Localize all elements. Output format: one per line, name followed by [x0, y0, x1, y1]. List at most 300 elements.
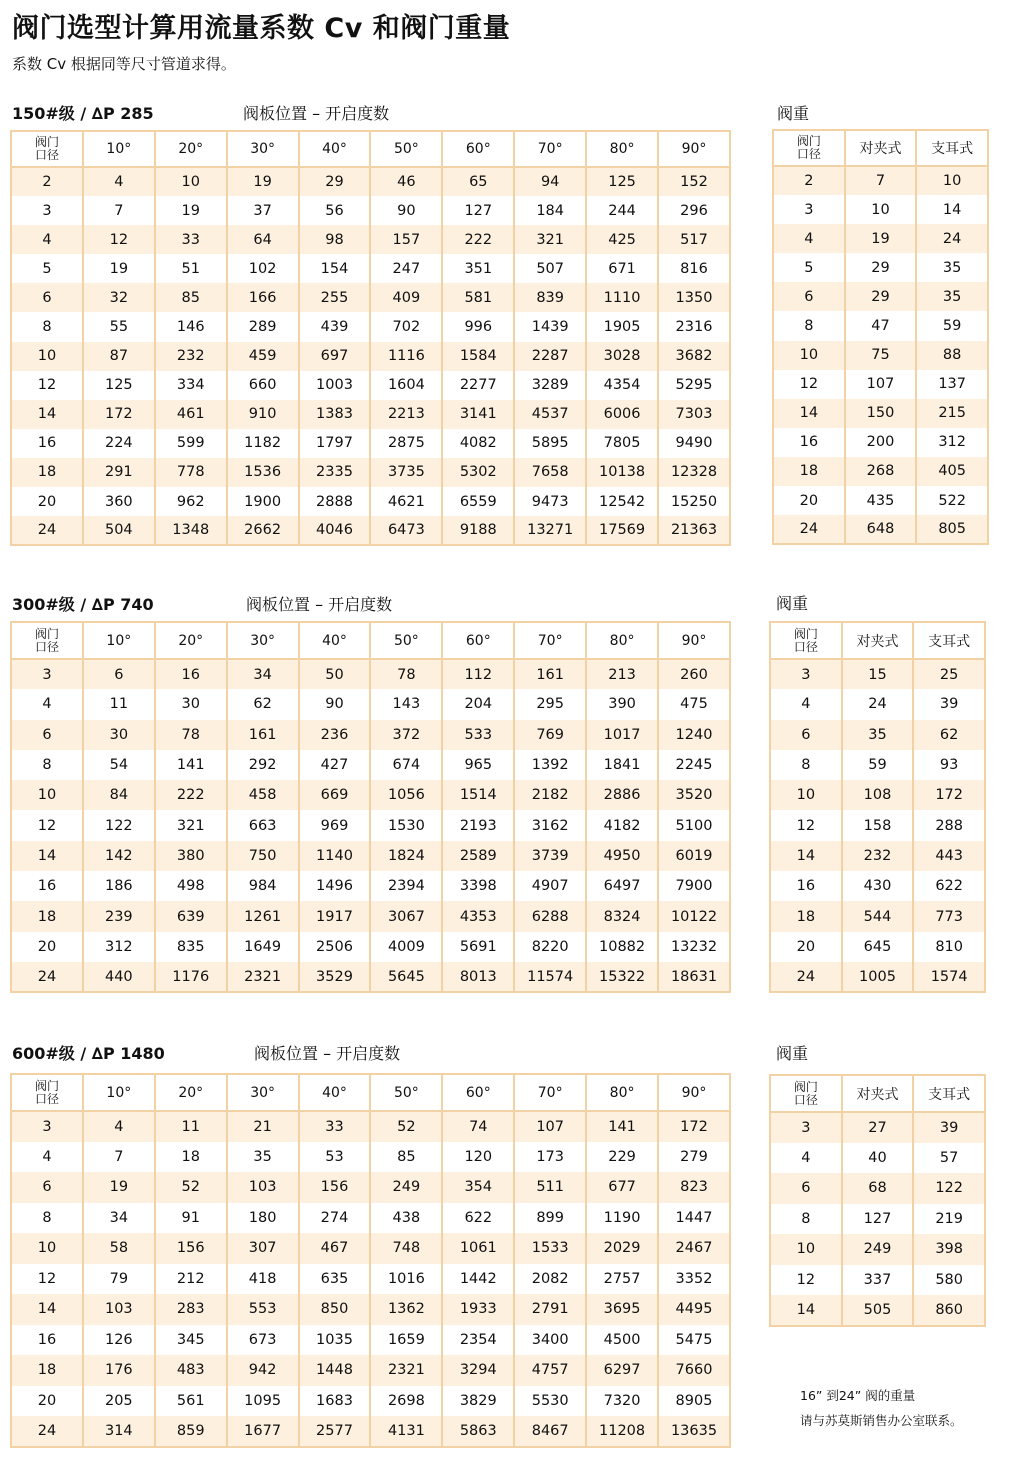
value-cell: 505	[842, 1295, 914, 1326]
size-cell: 16	[773, 428, 845, 457]
value-cell: 29	[299, 167, 371, 196]
value-cell: 59	[842, 750, 914, 780]
table-row	[11, 487, 730, 516]
value-cell: 2757	[586, 1264, 658, 1295]
table-row	[11, 841, 730, 871]
value-cell: 35	[227, 1142, 299, 1173]
size-cell: 18	[770, 901, 842, 931]
value-cell: 639	[155, 901, 227, 931]
value-cell: 1841	[586, 750, 658, 780]
weight-label-600: 阀重	[776, 1044, 809, 1063]
table-row	[11, 1111, 730, 1142]
value-cell: 51	[155, 254, 227, 283]
value-cell: 65	[442, 167, 514, 196]
value-cell: 90	[370, 196, 442, 225]
table-row	[11, 810, 730, 840]
weight-note	[800, 1383, 963, 1433]
value-cell: 292	[227, 750, 299, 780]
position-label-300: 阀板位置 – 开启度数	[246, 595, 393, 614]
note-line-1: 16” 到24” 阀的重量	[800, 1388, 916, 1403]
value-cell: 84	[83, 780, 155, 810]
value-cell: 1182	[227, 429, 299, 458]
size-cell: 12	[11, 1264, 83, 1295]
value-cell: 1824	[370, 841, 442, 871]
value-cell: 660	[227, 371, 299, 400]
table-row	[11, 516, 730, 545]
value-cell: 522	[916, 486, 988, 515]
table-row	[770, 962, 985, 992]
table-row	[11, 1172, 730, 1203]
value-cell: 19	[155, 196, 227, 225]
value-cell: 581	[442, 283, 514, 312]
table-row	[773, 515, 988, 544]
degree-header-80: 80°	[586, 131, 658, 167]
size-cell: 8	[770, 1204, 842, 1235]
value-cell: 2662	[227, 516, 299, 545]
value-cell: 122	[83, 810, 155, 840]
value-cell: 3735	[370, 458, 442, 487]
value-cell: 4537	[514, 400, 586, 429]
value-cell: 125	[83, 371, 155, 400]
size-cell: 8	[770, 750, 842, 780]
size-cell: 16	[11, 429, 83, 458]
value-cell: 1439	[514, 312, 586, 341]
value-cell: 1442	[442, 1264, 514, 1295]
value-cell: 40	[842, 1143, 914, 1174]
table-row	[11, 720, 730, 750]
value-cell: 236	[299, 720, 371, 750]
value-cell: 25	[913, 659, 985, 689]
value-cell: 1649	[227, 932, 299, 962]
size-cell: 3	[770, 1112, 842, 1143]
value-cell: 1116	[370, 342, 442, 371]
table-row	[11, 196, 730, 225]
weight-table-150	[772, 129, 989, 545]
value-cell: 360	[83, 487, 155, 516]
value-cell: 645	[842, 932, 914, 962]
value-cell: 4621	[370, 487, 442, 516]
value-cell: 321	[155, 810, 227, 840]
value-cell: 1448	[299, 1355, 371, 1386]
table-row	[773, 428, 988, 457]
value-cell: 544	[842, 901, 914, 931]
value-cell: 337	[842, 1265, 914, 1296]
value-cell: 39	[913, 1112, 985, 1143]
value-cell: 2506	[299, 932, 371, 962]
value-cell: 2245	[658, 750, 730, 780]
table-row	[770, 1112, 985, 1143]
value-cell: 3400	[514, 1325, 586, 1356]
value-cell: 180	[227, 1203, 299, 1234]
value-cell: 498	[155, 871, 227, 901]
value-cell: 50	[299, 659, 371, 689]
value-cell: 52	[155, 1172, 227, 1203]
size-cell: 12	[770, 1265, 842, 1296]
value-cell: 3398	[442, 871, 514, 901]
size-cell: 18	[11, 458, 83, 487]
size-cell: 3	[770, 659, 842, 689]
value-cell: 2082	[514, 1264, 586, 1295]
value-cell: 321	[514, 225, 586, 254]
size-cell: 20	[11, 1386, 83, 1417]
value-cell: 35	[916, 282, 988, 311]
value-cell: 3067	[370, 901, 442, 931]
value-cell: 141	[155, 750, 227, 780]
size-cell: 18	[11, 1355, 83, 1386]
value-cell: 405	[916, 457, 988, 486]
size-cell: 6	[770, 720, 842, 750]
value-cell: 769	[514, 720, 586, 750]
value-cell: 648	[845, 515, 917, 544]
value-cell: 1176	[155, 962, 227, 992]
value-cell: 1797	[299, 429, 371, 458]
size-header-line-1: 阀门	[34, 135, 59, 149]
value-cell: 3682	[658, 342, 730, 371]
value-cell: 98	[299, 225, 371, 254]
lug-header: 支耳式	[916, 130, 988, 166]
value-cell: 697	[299, 342, 371, 371]
value-cell: 125	[586, 167, 658, 196]
table-row	[773, 341, 988, 370]
value-cell: 161	[227, 720, 299, 750]
value-cell: 5475	[658, 1325, 730, 1356]
value-cell: 3829	[442, 1386, 514, 1417]
size-cell: 14	[11, 841, 83, 871]
value-cell: 6006	[586, 400, 658, 429]
table-row	[11, 1233, 730, 1264]
value-cell: 15250	[658, 487, 730, 516]
table-row	[11, 225, 730, 254]
value-cell: 176	[83, 1355, 155, 1386]
size-cell: 4	[770, 689, 842, 719]
table-row	[11, 780, 730, 810]
table-row	[773, 457, 988, 486]
value-cell: 9188	[442, 516, 514, 545]
value-cell: 1659	[370, 1325, 442, 1356]
value-cell: 10138	[586, 458, 658, 487]
value-cell: 222	[442, 225, 514, 254]
value-cell: 5302	[442, 458, 514, 487]
section-title-300: 300#级 / ∆P 740	[12, 595, 154, 614]
value-cell: 137	[916, 370, 988, 399]
degree-header-70: 70°	[514, 622, 586, 659]
cv-table-300	[10, 621, 731, 993]
wafer-header: 对夹式	[842, 1075, 914, 1112]
value-cell: 1348	[155, 516, 227, 545]
value-cell: 103	[83, 1294, 155, 1325]
value-cell: 1110	[586, 283, 658, 312]
degree-header-10: 10°	[83, 131, 155, 167]
value-cell: 212	[155, 1264, 227, 1295]
value-cell: 87	[83, 342, 155, 371]
degree-header-10: 10°	[83, 622, 155, 659]
value-cell: 307	[227, 1233, 299, 1264]
value-cell: 677	[586, 1172, 658, 1203]
size-cell: 14	[770, 841, 842, 871]
value-cell: 805	[916, 515, 988, 544]
value-cell: 962	[155, 487, 227, 516]
note-line-2: 请与苏莫斯销售办公室联系。	[800, 1413, 963, 1428]
table-row	[770, 1295, 985, 1326]
value-cell: 13232	[658, 932, 730, 962]
section-title-600: 600#级 / ∆P 1480	[12, 1044, 165, 1063]
value-cell: 10	[845, 195, 917, 224]
table-row	[11, 659, 730, 689]
value-cell: 29	[845, 282, 917, 311]
size-cell: 10	[11, 780, 83, 810]
value-cell: 59	[916, 311, 988, 340]
value-cell: 1604	[370, 371, 442, 400]
value-cell: 2277	[442, 371, 514, 400]
value-cell: 7	[845, 166, 917, 195]
degree-header-40: 40°	[299, 131, 371, 167]
value-cell: 260	[658, 659, 730, 689]
value-cell: 78	[370, 659, 442, 689]
value-cell: 150	[845, 399, 917, 428]
value-cell: 141	[586, 1111, 658, 1142]
value-cell: 172	[913, 780, 985, 810]
table-row	[773, 166, 988, 195]
value-cell: 1917	[299, 901, 371, 931]
degree-header-90: 90°	[658, 1074, 730, 1111]
value-cell: 62	[913, 720, 985, 750]
value-cell: 249	[842, 1234, 914, 1265]
size-header-line-1: 阀门	[34, 626, 59, 641]
value-cell: 14	[916, 195, 988, 224]
value-cell: 5100	[658, 810, 730, 840]
value-cell: 314	[83, 1416, 155, 1447]
value-cell: 46	[370, 167, 442, 196]
value-cell: 671	[586, 254, 658, 283]
value-cell: 7303	[658, 400, 730, 429]
value-cell: 2321	[227, 962, 299, 992]
value-cell: 156	[299, 1172, 371, 1203]
size-cell: 16	[11, 871, 83, 901]
value-cell: 8013	[442, 962, 514, 992]
size-header	[770, 622, 842, 659]
table-row	[11, 750, 730, 780]
value-cell: 53	[299, 1142, 371, 1173]
value-cell: 279	[658, 1142, 730, 1173]
value-cell: 219	[913, 1204, 985, 1235]
size-cell: 12	[11, 371, 83, 400]
value-cell: 8220	[514, 932, 586, 962]
size-cell: 20	[770, 932, 842, 962]
value-cell: 4757	[514, 1355, 586, 1386]
value-cell: 1533	[514, 1233, 586, 1264]
value-cell: 2316	[658, 312, 730, 341]
size-header-line-1: 阀门	[796, 134, 821, 148]
value-cell: 6019	[658, 841, 730, 871]
table-row	[11, 371, 730, 400]
value-cell: 19	[227, 167, 299, 196]
value-cell: 439	[299, 312, 371, 341]
value-cell: 5895	[514, 429, 586, 458]
size-header	[773, 130, 845, 166]
value-cell: 1905	[586, 312, 658, 341]
size-cell: 10	[770, 780, 842, 810]
value-cell: 27	[842, 1112, 914, 1143]
value-cell: 2467	[658, 1233, 730, 1264]
value-cell: 296	[658, 196, 730, 225]
value-cell: 224	[83, 429, 155, 458]
value-cell: 54	[83, 750, 155, 780]
size-cell: 4	[11, 689, 83, 719]
degree-header-80: 80°	[586, 622, 658, 659]
size-cell: 12	[11, 810, 83, 840]
table-row	[11, 901, 730, 931]
value-cell: 232	[155, 342, 227, 371]
value-cell: 4182	[586, 810, 658, 840]
value-cell: 78	[155, 720, 227, 750]
size-header-line-2: 口径	[34, 1091, 59, 1106]
value-cell: 88	[916, 341, 988, 370]
size-cell: 10	[11, 342, 83, 371]
value-cell: 4	[83, 1111, 155, 1142]
weight-table-300	[769, 621, 986, 993]
value-cell: 750	[227, 841, 299, 871]
value-cell: 778	[155, 458, 227, 487]
value-cell: 673	[227, 1325, 299, 1356]
table-row	[770, 689, 985, 719]
value-cell: 288	[913, 810, 985, 840]
size-header-line-1: 阀门	[793, 1079, 818, 1094]
value-cell: 85	[370, 1142, 442, 1173]
value-cell: 467	[299, 1233, 371, 1264]
value-cell: 90	[299, 689, 371, 719]
lug-header: 支耳式	[913, 622, 985, 659]
value-cell: 102	[227, 254, 299, 283]
value-cell: 996	[442, 312, 514, 341]
value-cell: 850	[299, 1294, 371, 1325]
degree-header-90: 90°	[658, 131, 730, 167]
degree-header-50: 50°	[370, 131, 442, 167]
size-cell: 8	[773, 311, 845, 340]
value-cell: 1035	[299, 1325, 371, 1356]
value-cell: 55	[83, 312, 155, 341]
value-cell: 7900	[658, 871, 730, 901]
value-cell: 127	[842, 1204, 914, 1235]
value-cell: 39	[913, 689, 985, 719]
value-cell: 2394	[370, 871, 442, 901]
value-cell: 2321	[370, 1355, 442, 1386]
value-cell: 4354	[586, 371, 658, 400]
value-cell: 17569	[586, 516, 658, 545]
value-cell: 156	[155, 1233, 227, 1264]
value-cell: 295	[514, 689, 586, 719]
degree-header-70: 70°	[514, 131, 586, 167]
value-cell: 10882	[586, 932, 658, 962]
value-cell: 7	[83, 196, 155, 225]
value-cell: 2335	[299, 458, 371, 487]
value-cell: 15322	[586, 962, 658, 992]
table-row	[11, 1355, 730, 1386]
size-cell: 14	[773, 399, 845, 428]
degree-header-60: 60°	[442, 131, 514, 167]
value-cell: 6288	[514, 901, 586, 931]
value-cell: 122	[913, 1173, 985, 1204]
value-cell: 458	[227, 780, 299, 810]
value-cell: 93	[913, 750, 985, 780]
table-row	[11, 1294, 730, 1325]
value-cell: 504	[83, 516, 155, 545]
degree-header-20: 20°	[155, 1074, 227, 1111]
value-cell: 4353	[442, 901, 514, 931]
value-cell: 674	[370, 750, 442, 780]
value-cell: 4907	[514, 871, 586, 901]
value-cell: 232	[842, 841, 914, 871]
value-cell: 910	[227, 400, 299, 429]
value-cell: 24	[842, 689, 914, 719]
value-cell: 1530	[370, 810, 442, 840]
value-cell: 5530	[514, 1386, 586, 1417]
size-header	[11, 622, 83, 659]
value-cell: 24	[916, 224, 988, 253]
size-cell: 24	[773, 515, 845, 544]
value-cell: 1362	[370, 1294, 442, 1325]
value-cell: 126	[83, 1325, 155, 1356]
size-header-line-2: 口径	[793, 1092, 818, 1107]
size-cell: 18	[773, 457, 845, 486]
table-row	[11, 458, 730, 487]
value-cell: 635	[299, 1264, 371, 1295]
wafer-header: 对夹式	[842, 622, 914, 659]
degree-header-30: 30°	[227, 622, 299, 659]
value-cell: 427	[299, 750, 371, 780]
value-cell: 103	[227, 1172, 299, 1203]
table-row	[770, 1143, 985, 1174]
value-cell: 5691	[442, 932, 514, 962]
size-cell: 6	[11, 283, 83, 312]
degree-header-20: 20°	[155, 131, 227, 167]
value-cell: 5295	[658, 371, 730, 400]
size-cell: 24	[11, 962, 83, 992]
table-row	[770, 841, 985, 871]
value-cell: 6	[83, 659, 155, 689]
value-cell: 142	[83, 841, 155, 871]
degree-header-60: 60°	[442, 1074, 514, 1111]
table-row	[11, 871, 730, 901]
table-row	[773, 253, 988, 282]
value-cell: 461	[155, 400, 227, 429]
value-cell: 35	[916, 253, 988, 282]
size-cell: 5	[11, 254, 83, 283]
value-cell: 3141	[442, 400, 514, 429]
value-cell: 146	[155, 312, 227, 341]
value-cell: 2287	[514, 342, 586, 371]
size-cell: 10	[773, 341, 845, 370]
value-cell: 561	[155, 1386, 227, 1417]
value-cell: 3028	[586, 342, 658, 371]
value-cell: 2886	[586, 780, 658, 810]
value-cell: 21	[227, 1111, 299, 1142]
value-cell: 12328	[658, 458, 730, 487]
value-cell: 859	[155, 1416, 227, 1447]
table-row	[11, 932, 730, 962]
size-cell: 6	[773, 282, 845, 311]
size-header	[11, 1074, 83, 1111]
value-cell: 2589	[442, 841, 514, 871]
size-cell: 8	[11, 750, 83, 780]
value-cell: 108	[842, 780, 914, 810]
table-row	[11, 1203, 730, 1234]
value-cell: 79	[83, 1264, 155, 1295]
value-cell: 1261	[227, 901, 299, 931]
size-cell: 6	[11, 1172, 83, 1203]
value-cell: 173	[514, 1142, 586, 1173]
value-cell: 64	[227, 225, 299, 254]
value-cell: 2875	[370, 429, 442, 458]
